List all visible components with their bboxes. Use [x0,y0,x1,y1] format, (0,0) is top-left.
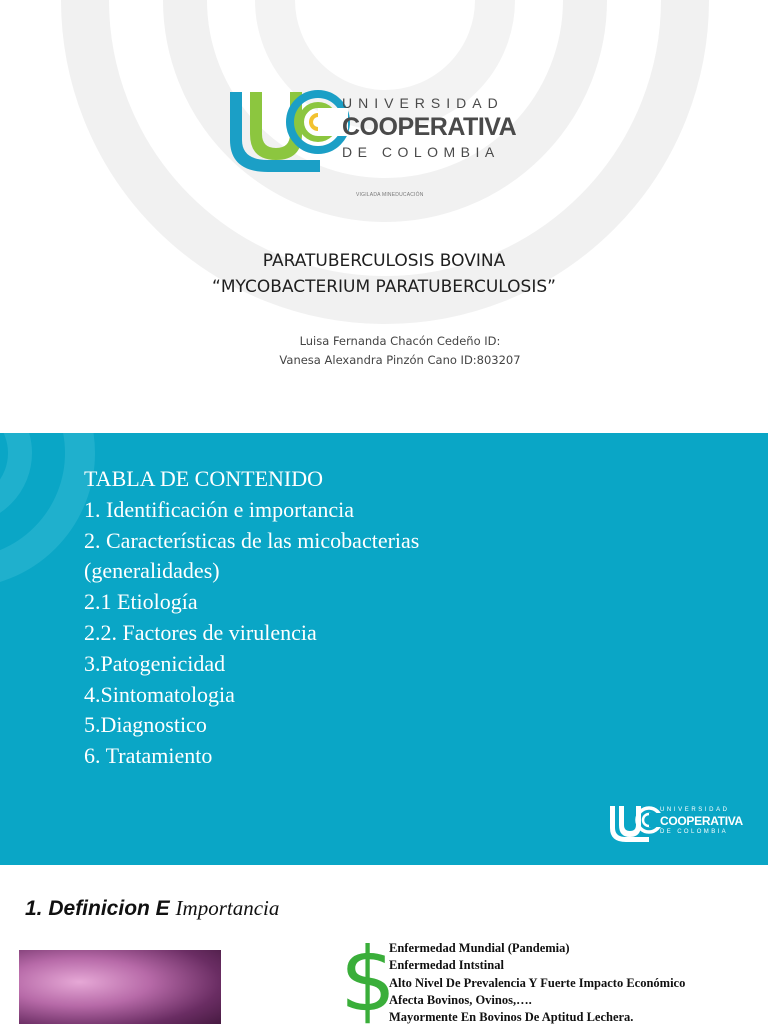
toc-item: 1. Identificación e importancia [84,496,354,522]
heading-part-1: 1. Definicion E [25,897,170,920]
bacteria-micrograph-image [19,950,221,1024]
list-item: Enfermedad Intstinal [389,958,504,973]
logo-line-universidad: UNIVERSIDAD [342,95,504,111]
title-line-1: PARATUBERCULOSIS BOVINA [262,251,506,271]
list-item: Afecta Bovinos, Ovinos,…. [389,992,532,1007]
toc-item: 6. Tratamiento [84,743,213,769]
toc-item: 5.Diagnostico [84,712,207,738]
logo-line-cooperativa: COOPERATIVA [342,113,517,141]
title-line-2: “MYCOBACTERIUM PARATUBERCULOSIS” [212,277,556,297]
list-item: Alto Nivel De Prevalencia Y Fuerte Impacto Económico [389,975,686,990]
university-logo-text [342,95,516,160]
toc-item: (generalidades) [84,558,220,584]
section-heading [25,896,279,921]
table-of-contents-slide [0,433,768,865]
title-slide [0,0,768,432]
list-item: Mayormente En Bovinos De Aptitud Lechera. [389,1010,634,1024]
logo-line-de-colombia: DE COLOMBIA [660,829,729,835]
toc-item: 2. Características de las micobacterias [84,527,420,553]
author-1: Luisa Fernanda Chacón Cedeño ID: [299,334,501,348]
toc-item: 2.2. Factores de virulencia [84,619,317,645]
logo-line-cooperativa: COOPERATIVA [660,814,743,828]
dollar-icon: $ [340,928,396,1024]
heading-part-2: Importancia [175,896,280,920]
logo-line-universidad: UNIVERSIDAD [660,807,730,813]
background-rings-decoration [0,0,768,432]
list-item: Enfermedad Mundial (Pandemia) [389,941,570,955]
university-logo-text-small [660,807,743,835]
author-2: Vanesa Alexandra Pinzón Cano ID:803207 [279,353,521,367]
logo-line-de-colombia: DE COLOMBIA [342,144,500,160]
vigilada-tagline: VIGILADA MINEDUCACIÓN [356,192,424,198]
toc-list [84,464,419,772]
toc-item: 3.Patogenicidad [84,650,226,676]
toc-item: 2.1 Etiología [84,589,198,615]
definition-slide [0,866,768,1024]
toc-heading: TABLA DE CONTENIDO [84,466,323,491]
toc-item: 4.Sintomatologia [84,681,235,707]
bullet-list [389,940,685,1024]
